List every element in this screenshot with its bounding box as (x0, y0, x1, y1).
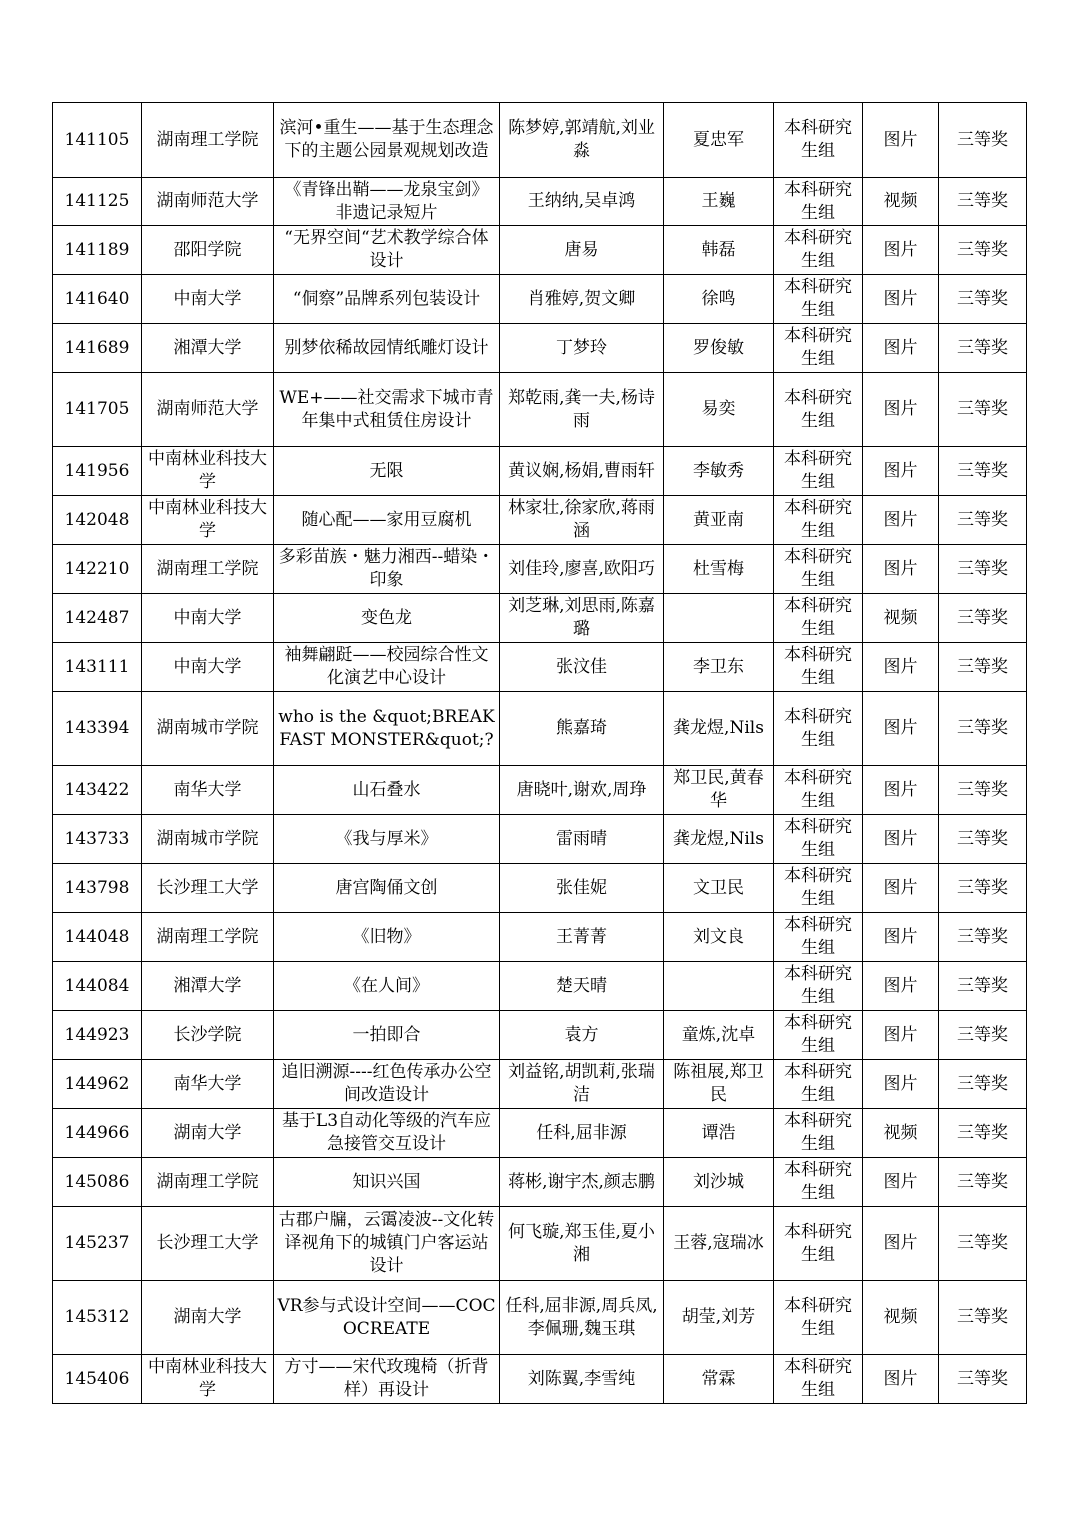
cell-advisor: 刘文良 (664, 913, 774, 962)
cell-advisor: 龚龙煜,Nils (664, 815, 774, 864)
cell-type: 图片 (863, 1158, 939, 1207)
cell-award: 三等奖 (939, 864, 1027, 913)
cell-title: who is the &quot;BREAKFAST MONSTER&quot;? (274, 692, 500, 766)
cell-authors: 唐易 (500, 226, 664, 275)
cell-id: 144923 (53, 1011, 142, 1060)
cell-group: 本科研究生组 (774, 1109, 863, 1158)
cell-award: 三等奖 (939, 1355, 1027, 1404)
cell-group: 本科研究生组 (774, 1207, 863, 1281)
cell-group: 本科研究生组 (774, 373, 863, 447)
cell-type: 图片 (863, 324, 939, 373)
cell-group: 本科研究生组 (774, 275, 863, 324)
cell-award: 三等奖 (939, 496, 1027, 545)
cell-authors: 刘陈翼,李雪纯 (500, 1355, 664, 1404)
cell-authors: 袁方 (500, 1011, 664, 1060)
cell-type: 图片 (863, 545, 939, 594)
table-row (53, 545, 1027, 594)
cell-authors: 楚天晴 (500, 962, 664, 1011)
cell-title: 无限 (274, 447, 500, 496)
cell-authors: 肖雅婷,贺文卿 (500, 275, 664, 324)
cell-title: 变色龙 (274, 594, 500, 643)
cell-id: 145086 (53, 1158, 142, 1207)
cell-id: 141189 (53, 226, 142, 275)
cell-id: 143798 (53, 864, 142, 913)
cell-school: 长沙学院 (142, 1011, 274, 1060)
cell-type: 图片 (863, 643, 939, 692)
table-row (53, 275, 1027, 324)
cell-group: 本科研究生组 (774, 103, 863, 178)
cell-advisor: 王巍 (664, 178, 774, 226)
cell-title: 古郡户牖，云霭凌波--文化转译视角下的城镇门户客运站设计 (274, 1207, 500, 1281)
table-row (53, 643, 1027, 692)
cell-title: WE+——社交需求下城市青年集中式租赁住房设计 (274, 373, 500, 447)
cell-id: 143733 (53, 815, 142, 864)
cell-award: 三等奖 (939, 178, 1027, 226)
cell-type: 视频 (863, 178, 939, 226)
cell-award: 三等奖 (939, 1060, 1027, 1109)
cell-type: 图片 (863, 766, 939, 815)
cell-authors: 陈梦婷,郭靖航,刘业淼 (500, 103, 664, 178)
cell-advisor: 黄亚南 (664, 496, 774, 545)
table-row (53, 913, 1027, 962)
cell-title: 《在人间》 (274, 962, 500, 1011)
cell-group: 本科研究生组 (774, 962, 863, 1011)
cell-school: 中南林业科技大学 (142, 496, 274, 545)
cell-authors: 刘芝琳,刘思雨,陈嘉璐 (500, 594, 664, 643)
cell-award: 三等奖 (939, 373, 1027, 447)
cell-title: 袖舞翩跹——校园综合性文化演艺中心设计 (274, 643, 500, 692)
cell-title: 唐宫陶俑文创 (274, 864, 500, 913)
cell-authors: 任科,屈非源,周兵凤,李佩珊,魏玉琪 (500, 1281, 664, 1355)
cell-title: “无界空间“艺术教学综合体设计 (274, 226, 500, 275)
cell-school: 湖南城市学院 (142, 692, 274, 766)
cell-title: 多彩苗族・魅力湘西--蜡染・印象 (274, 545, 500, 594)
table-row (53, 815, 1027, 864)
cell-id: 142048 (53, 496, 142, 545)
cell-advisor: 夏忠军 (664, 103, 774, 178)
cell-authors: 蒋彬,谢宇杰,颜志鹏 (500, 1158, 664, 1207)
cell-authors: 张汶佳 (500, 643, 664, 692)
cell-advisor: 易奕 (664, 373, 774, 447)
cell-award: 三等奖 (939, 1158, 1027, 1207)
cell-authors: 刘益铭,胡凯莉,张瑞洁 (500, 1060, 664, 1109)
cell-school: 中南大学 (142, 594, 274, 643)
cell-group: 本科研究生组 (774, 692, 863, 766)
cell-type: 图片 (863, 1011, 939, 1060)
cell-id: 144962 (53, 1060, 142, 1109)
cell-type: 图片 (863, 447, 939, 496)
cell-award: 三等奖 (939, 594, 1027, 643)
cell-title: 基于L3自动化等级的汽车应急接管交互设计 (274, 1109, 500, 1158)
table-row (53, 496, 1027, 545)
cell-award: 三等奖 (939, 913, 1027, 962)
cell-school: 湖南大学 (142, 1281, 274, 1355)
table-row (53, 226, 1027, 275)
cell-type: 视频 (863, 1281, 939, 1355)
cell-advisor: 郑卫民,黄春华 (664, 766, 774, 815)
cell-authors: 张佳妮 (500, 864, 664, 913)
cell-id: 145406 (53, 1355, 142, 1404)
cell-type: 图片 (863, 1060, 939, 1109)
cell-type: 图片 (863, 496, 939, 545)
cell-advisor: 徐鸣 (664, 275, 774, 324)
cell-school: 湖南理工学院 (142, 103, 274, 178)
cell-authors: 雷雨晴 (500, 815, 664, 864)
table-row (53, 594, 1027, 643)
cell-school: 湖南师范大学 (142, 373, 274, 447)
cell-title: 方寸——宋代玫瑰椅（折背样）再设计 (274, 1355, 500, 1404)
cell-school: 中南大学 (142, 275, 274, 324)
cell-advisor: 罗俊敏 (664, 324, 774, 373)
cell-title: 《我与厚米》 (274, 815, 500, 864)
cell-type: 图片 (863, 226, 939, 275)
cell-group: 本科研究生组 (774, 1281, 863, 1355)
cell-award: 三等奖 (939, 692, 1027, 766)
cell-award: 三等奖 (939, 447, 1027, 496)
cell-type: 图片 (863, 692, 939, 766)
cell-award: 三等奖 (939, 766, 1027, 815)
table-row (53, 178, 1027, 226)
cell-award: 三等奖 (939, 103, 1027, 178)
cell-advisor: 王蓉,寇瑞冰 (664, 1207, 774, 1281)
cell-group: 本科研究生组 (774, 594, 863, 643)
cell-id: 143111 (53, 643, 142, 692)
cell-id: 143422 (53, 766, 142, 815)
cell-advisor: 谭浩 (664, 1109, 774, 1158)
cell-id: 141105 (53, 103, 142, 178)
cell-id: 143394 (53, 692, 142, 766)
cell-school: 长沙理工大学 (142, 864, 274, 913)
table-row (53, 373, 1027, 447)
cell-advisor: 文卫民 (664, 864, 774, 913)
cell-authors: 郑乾雨,龚一夫,杨诗雨 (500, 373, 664, 447)
table-row (53, 447, 1027, 496)
cell-award: 三等奖 (939, 324, 1027, 373)
table-row (53, 864, 1027, 913)
cell-school: 长沙理工大学 (142, 1207, 274, 1281)
cell-type: 图片 (863, 373, 939, 447)
cell-advisor (664, 594, 774, 643)
cell-group: 本科研究生组 (774, 178, 863, 226)
cell-award: 三等奖 (939, 226, 1027, 275)
cell-school: 湖南理工学院 (142, 545, 274, 594)
awards-table (52, 102, 1027, 1404)
cell-id: 141125 (53, 178, 142, 226)
cell-id: 142210 (53, 545, 142, 594)
cell-advisor: 李卫东 (664, 643, 774, 692)
table-row (53, 324, 1027, 373)
cell-advisor: 胡莹,刘芳 (664, 1281, 774, 1355)
cell-id: 145312 (53, 1281, 142, 1355)
table-row (53, 1207, 1027, 1281)
cell-title: 山石叠水 (274, 766, 500, 815)
cell-authors: 黄议娴,杨娟,曹雨轩 (500, 447, 664, 496)
cell-title: 知识兴国 (274, 1158, 500, 1207)
table-row (53, 1060, 1027, 1109)
cell-group: 本科研究生组 (774, 913, 863, 962)
cell-advisor: 李敏秀 (664, 447, 774, 496)
table-row (53, 1109, 1027, 1158)
cell-group: 本科研究生组 (774, 864, 863, 913)
cell-advisor: 刘沙城 (664, 1158, 774, 1207)
cell-school: 邵阳学院 (142, 226, 274, 275)
table-row (53, 103, 1027, 178)
cell-group: 本科研究生组 (774, 545, 863, 594)
cell-type: 图片 (863, 275, 939, 324)
cell-authors: 林家壮,徐家欣,蒋雨涵 (500, 496, 664, 545)
cell-group: 本科研究生组 (774, 1011, 863, 1060)
table-row (53, 1011, 1027, 1060)
cell-group: 本科研究生组 (774, 1158, 863, 1207)
cell-group: 本科研究生组 (774, 643, 863, 692)
cell-school: 南华大学 (142, 766, 274, 815)
cell-award: 三等奖 (939, 1207, 1027, 1281)
cell-id: 141956 (53, 447, 142, 496)
cell-title: 别梦依稀故园情纸雕灯设计 (274, 324, 500, 373)
cell-school: 南华大学 (142, 1060, 274, 1109)
cell-type: 图片 (863, 1207, 939, 1281)
cell-group: 本科研究生组 (774, 324, 863, 373)
cell-id: 141689 (53, 324, 142, 373)
table-row (53, 766, 1027, 815)
cell-title: 滨河•重生——基于生态理念下的主题公园景观规划改造 (274, 103, 500, 178)
cell-group: 本科研究生组 (774, 447, 863, 496)
cell-id: 141640 (53, 275, 142, 324)
awards-table-body (53, 103, 1027, 1404)
cell-advisor: 童炼,沈卓 (664, 1011, 774, 1060)
cell-school: 湖南师范大学 (142, 178, 274, 226)
cell-title: “侗察”品牌系列包装设计 (274, 275, 500, 324)
cell-title: 一拍即合 (274, 1011, 500, 1060)
cell-award: 三等奖 (939, 275, 1027, 324)
table-row (53, 962, 1027, 1011)
cell-title: 《青锋出鞘——龙泉宝剑》非遗记录短片 (274, 178, 500, 226)
cell-group: 本科研究生组 (774, 766, 863, 815)
cell-award: 三等奖 (939, 1109, 1027, 1158)
cell-authors: 任科,屈非源 (500, 1109, 664, 1158)
cell-authors: 丁梦玲 (500, 324, 664, 373)
cell-id: 145237 (53, 1207, 142, 1281)
cell-title: 随心配——家用豆腐机 (274, 496, 500, 545)
table-row (53, 1355, 1027, 1404)
table-row (53, 1158, 1027, 1207)
cell-type: 图片 (863, 864, 939, 913)
cell-id: 144048 (53, 913, 142, 962)
cell-id: 144084 (53, 962, 142, 1011)
cell-type: 图片 (863, 103, 939, 178)
cell-school: 湖南大学 (142, 1109, 274, 1158)
cell-authors: 王菁菁 (500, 913, 664, 962)
cell-school: 中南林业科技大学 (142, 447, 274, 496)
cell-school: 湖南理工学院 (142, 1158, 274, 1207)
cell-authors: 王纳纳,吴卓鸿 (500, 178, 664, 226)
cell-group: 本科研究生组 (774, 1355, 863, 1404)
cell-school: 湘潭大学 (142, 324, 274, 373)
cell-group: 本科研究生组 (774, 815, 863, 864)
cell-group: 本科研究生组 (774, 1060, 863, 1109)
table-row (53, 692, 1027, 766)
cell-advisor: 常霖 (664, 1355, 774, 1404)
cell-award: 三等奖 (939, 1281, 1027, 1355)
cell-advisor (664, 962, 774, 1011)
cell-id: 141705 (53, 373, 142, 447)
cell-id: 144966 (53, 1109, 142, 1158)
cell-award: 三等奖 (939, 1011, 1027, 1060)
cell-authors: 何飞璇,郑玉佳,夏小湘 (500, 1207, 664, 1281)
cell-advisor: 陈祖展,郑卫民 (664, 1060, 774, 1109)
cell-award: 三等奖 (939, 815, 1027, 864)
cell-school: 湖南城市学院 (142, 815, 274, 864)
cell-title: 《旧物》 (274, 913, 500, 962)
cell-award: 三等奖 (939, 643, 1027, 692)
cell-group: 本科研究生组 (774, 496, 863, 545)
cell-title: VR参与式设计空间——COCOCREATE (274, 1281, 500, 1355)
cell-advisor: 杜雪梅 (664, 545, 774, 594)
cell-type: 视频 (863, 1109, 939, 1158)
cell-authors: 唐晓叶,谢欢,周琤 (500, 766, 664, 815)
cell-school: 湘潭大学 (142, 962, 274, 1011)
table-row (53, 1281, 1027, 1355)
cell-authors: 刘佳玲,廖喜,欧阳巧 (500, 545, 664, 594)
cell-title: 追旧溯源----红色传承办公空间改造设计 (274, 1060, 500, 1109)
cell-type: 视频 (863, 594, 939, 643)
cell-authors: 熊嘉琦 (500, 692, 664, 766)
cell-school: 中南林业科技大学 (142, 1355, 274, 1404)
cell-type: 图片 (863, 1355, 939, 1404)
cell-type: 图片 (863, 913, 939, 962)
cell-type: 图片 (863, 815, 939, 864)
cell-advisor: 龚龙煜,Nils (664, 692, 774, 766)
cell-school: 湖南理工学院 (142, 913, 274, 962)
cell-group: 本科研究生组 (774, 226, 863, 275)
cell-type: 图片 (863, 962, 939, 1011)
cell-id: 142487 (53, 594, 142, 643)
cell-award: 三等奖 (939, 962, 1027, 1011)
cell-advisor: 韩磊 (664, 226, 774, 275)
cell-award: 三等奖 (939, 545, 1027, 594)
cell-school: 中南大学 (142, 643, 274, 692)
